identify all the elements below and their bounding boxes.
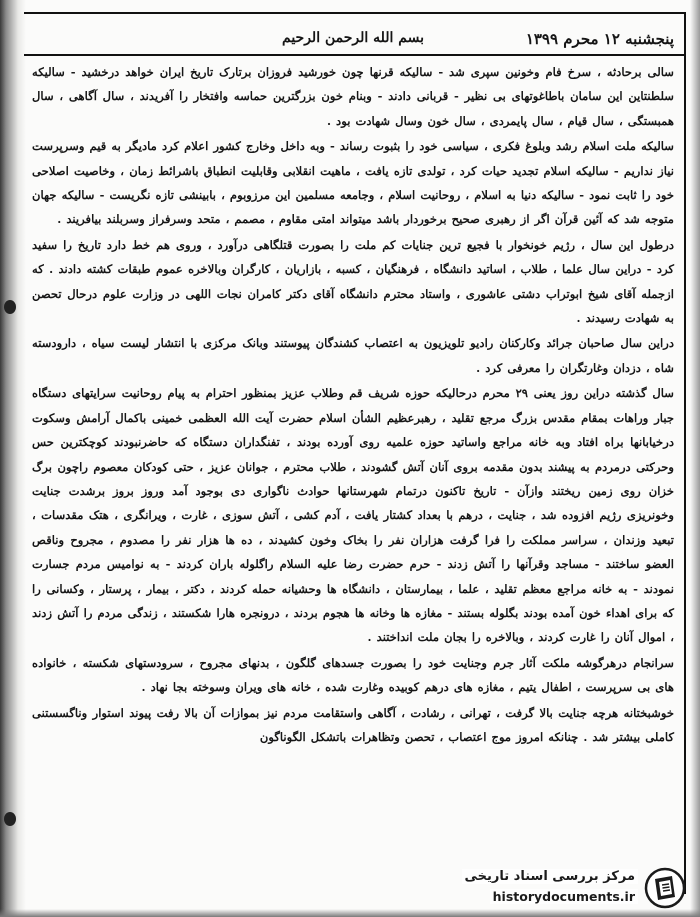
header-rule	[24, 54, 686, 56]
document-body	[32, 60, 674, 749]
paragraph: سالی برحادثه ، سرخ فام وخونین سپری شد - سالیکه قرنها چون خورشید فروزان برتارک تاریخ ایران خواهد درخشید - سالیکه سلطنتاین این سامان باطاغوتهای بی نظیر - قربانی دادند - وبنام خون بزرگترین حماسه وافتخار را آفریدند ، سال آگاهی ، سال همبستگی ، سال قیام ، سال پایمردی ، سال خون وسال شهادت بود .	[32, 65, 674, 128]
watermark	[402, 867, 692, 911]
historydocuments-logo-icon	[644, 867, 686, 909]
header-basmala: بسم الله الرحمن الرحیم	[282, 30, 424, 46]
scan-left-edge	[0, 0, 26, 917]
paragraph: خوشبختانه هرچه جنایت بالا گرفت ، تهرانی ، رشادت ، آگاهی واستقامت مردم نیز بموازات آن بالا رفت پیوند استوار وناگسستنی کاملی بیشتر شد . چنانکه امروز موج اعتصاب ، تحصن وتظاهرات باتشکل الگوناگون	[32, 705, 674, 744]
binder-hole	[4, 300, 16, 314]
paragraph: سرانجام درهرگوشه ملکت آثار جرم وجنایت خود را بصورت جسدهای گلگون ، بدنهای مجروح ، سرودستهای شکسته ، خانواده های بی سرپرست ، اطفال یتیم ، مغازه های درهم کوبیده وغارت شده ، خانه های ویران وسوخته بجا نهاد .	[32, 655, 674, 695]
watermark-url: historydocuments.ir	[490, 889, 638, 904]
paragraph: دراین سال صاحبان جرائد وکارکنان رادیو تلویزیون به اعتصاب کشندگان پیوستند وبانک مرکزی با انتشار لیست سیاه ، دارودسته شاه ، دزدان وغارتگران را معرفی کرد .	[32, 336, 674, 375]
binder-hole	[4, 812, 16, 826]
document-header	[40, 30, 684, 52]
watermark-title: مرکز بررسی اسناد تاریخی	[462, 869, 639, 884]
paragraph: درطول این سال ، رژیم خونخوار با فجیع ترین جنایات کم ملت را بصورت قتلگاهی درآورد ، وروی هم خط دارد تاریخ را سفید کرد - دراین سال علما ، طلاب ، اساتید دانشگاه ، فرهنگیان ، کسبه ، بازاریان ، کارگران وبالاخره عموم طبقات کشته دادند . که ازجمله آقای شیخ ابوتراب دشتی عاشوری ، واستاد محترم دانشگاه آقای دکتر کامران نجات اللهی در وزارت علوم درحال تحصن به شهادت رسیدند .	[32, 237, 674, 326]
paragraph: سالیکه ملت اسلام رشد وبلوغ فکری ، سیاسی خود را بثبوت رساند - وبه داخل وخارج کشور اعلام کرد مادیگر به قیم وسرپرست نیاز نداریم - سالیکه اسلام تجدید حیات کرد ، تولدی تازه یافت ، ماهیت انقلابی وقابلیت انطباق باشرائط زمان ، وخاصیت اصلاحی خود را ثابت نمود - سالیکه دنیا به اسلام ، روحانیت اسلام ، وجامعه مسلمین این مرزوبوم ، بابینشی تازه نگریست - سالیکه جهان متوجه شد که آئین قرآن اگر از رهبری صحیح برخوردار باشد میتواند امتی مقاوم ، مصمم ، متحد وسرفراز وسربلند بیافریند .	[32, 139, 674, 227]
header-date: پنجشنبه ۱۲ محرم ۱۳۹۹	[525, 30, 674, 48]
paragraph: سال گذشته دراین روز یعنی ۲۹ محرم درحالیکه حوزه شریف قم وطلاب عزیز بمنظور احترام به پیام روحانیت سرایتهای دستگاه جبار وراهات بمقام مقدس بزرگ مرجع تقلید ، رهبرعظیم الشأن اسلام حضرت آیت الله العظمی خمینی باکمال آرامش وسکوت درخیابانها براه افتاد وبه خانه مراجع واساتید حوزه علمیه روی آورده بودند ، تفنگداران دستگاه که حاضرنبودند کوچکترین حس وحرکتی درمردم به پیشند بدون مقدمه بروی آنان آتش گشودند ، طلاب محترم ، جوانان عزیز ، حتی کودکان معصوم راچون برگ خزان روی زمین ریختند وازآن - تاریخ تاکنون درتمام شهرستانها حوادث ناگواری دی بوجود آمد وروز بروز برشدت جنایت وخونریزی رژیم افزوده شد ، جنایت ، درهم با بعداد کشتار یافت ، آدم کشی ، آتش سوزی ، غارت ، ویرانگری ، هتک مقدسات ، تبعید وزندان ، سراسر مملکت را فرا گرفت هزاران نفر را بخاک وخون کشیدند ، ده ها هزار نفر را مصدوم ، مجروح وناقص العضو ساختند - مساجد وقرآنها را آتش زدند - حرم حضرت رضا علیه السلام راگلوله باران کردند - به نوامیس مردم جسارت نمودند - به خانه مراجع معظم تقلید ، علما ، بیمارستان ، دانشگاه ها وحشیانه حمله کردند ، دکتر ، بیمار ، پرستار ، وکسانی را که برای اهداء خون آمده بودند بگلوله بستند - مغازه ها وخانه ها هجوم بردند ، درونجره هارا شکستند ، زندگی مردم را آتش زدند ، اموال آنان را غارت کردند ، وبالاخره را بجان ملت انداختند .	[32, 386, 674, 645]
scan-right-edge	[690, 0, 700, 917]
